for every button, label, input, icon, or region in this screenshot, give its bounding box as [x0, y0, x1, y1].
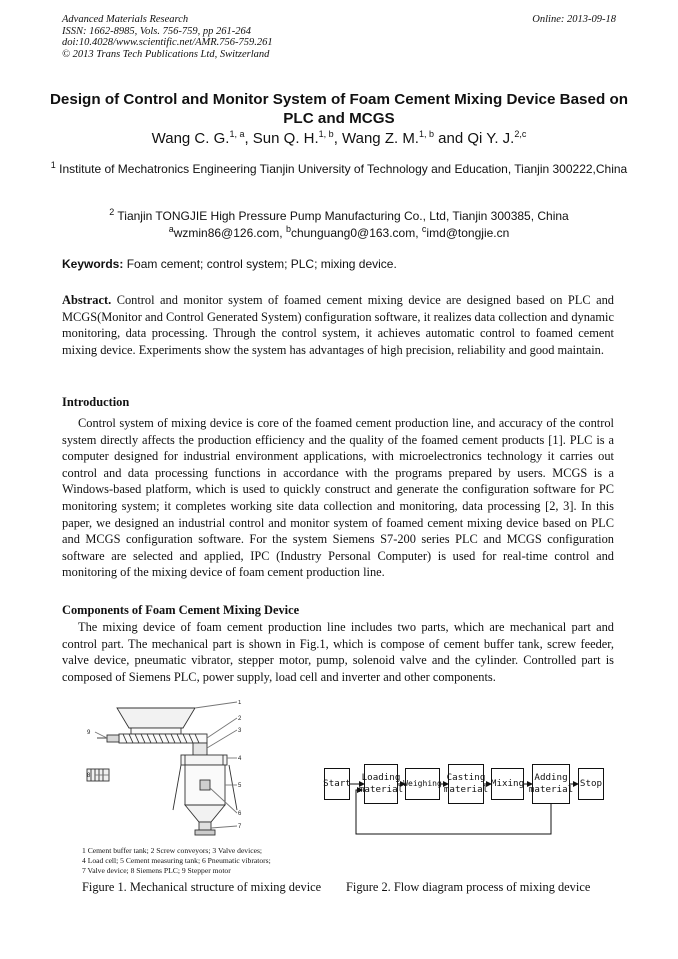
email-sup: b	[285, 224, 291, 234]
keywords	[62, 257, 397, 271]
flow-box-label-line: Adding	[534, 772, 568, 783]
author-list	[40, 129, 638, 147]
abstract	[62, 292, 614, 358]
callout-number: 5	[238, 783, 242, 789]
online-date: Online: 2013-09-18	[532, 14, 616, 25]
flow-box-loading-material	[358, 764, 404, 804]
affiliation-sup: 1	[50, 160, 56, 170]
author-name: , Wang Z. M.	[333, 130, 419, 147]
flow-box-label: Mixing	[490, 778, 525, 789]
flow-box-label-line: material	[358, 784, 404, 795]
issn-line: ISSN: 1662-8985, Vols. 756-759, pp 261-264	[62, 25, 251, 37]
author-sup: 2,c	[514, 129, 527, 139]
doi-line: doi:10.4028/www.scientific.net/AMR.756-759.261	[62, 37, 273, 48]
affiliation-1	[50, 152, 628, 182]
flow-box-label: Stop	[579, 778, 603, 789]
mechanical-structure-figure	[85, 700, 260, 842]
email-link[interactable]: chunguang0@163.com,	[290, 226, 422, 240]
flow-box-label: Start	[323, 778, 351, 789]
copyright-line: © 2013 Trans Tech Publications Ltd, Switzerland	[62, 48, 270, 60]
flow-box-label-line: Casting	[446, 772, 486, 783]
figure-2-caption: Figure 2. Flow diagram process of mixing device	[346, 880, 591, 894]
email-link[interactable]: imd@tongjie.cn	[426, 226, 510, 240]
callout-number: 8	[87, 773, 91, 779]
legend-line: 1 Cement buffer tank; 2 Screw conveyors; 3 Valve devices;	[82, 846, 263, 855]
callout-number: 6	[238, 811, 242, 817]
components-paragraph: The mixing device of foam cement production line includes two parts, which are mechanical part and control part. The mechanical part is shown in Fig.1, which is compose of cement buffer tank, screw feeder, valve device, pneumatic vibrator, stepper motor, pump, solenoid valve and the cylinder. Controlled part is composed of Siemens PLC, power supply, load cell and inverter and other components.	[62, 620, 614, 684]
callout-number: 1	[238, 700, 242, 706]
callout-number: 3	[238, 728, 242, 734]
figure-1-legend	[82, 846, 271, 876]
keywords-label: Keywords:	[62, 257, 124, 271]
introduction-paragraph: Control system of mixing device is core of the foamed cement production line, and accuracy of the control system directly affects the production efficiency and the quality of the foamed cement products [1]. PLC is a computer designed for industrial environment applications, with microelectronics technology it carries out control and data processing functions in accordance with the programs prepared by users. MCGS is a Windows-based platform, which is used to quickly construct and generate the configuration software for PC monitoring system; it completes working site data collection and monitoring, data processing [2, 3]. In this paper, we designed an industrial control and monitor system of foamed cement mixing device based on PLC and MCGS configuration software. For the system Siemens S7-200 series PLC and MCGS configuration software are selected and applied, IPC (Industry Personal Computer) is used for real-time control and monitoring of the mixing device of foam cement production line.	[62, 416, 614, 580]
journal-name: Advanced Materials Research	[62, 14, 189, 25]
callout-number: 9	[87, 730, 91, 736]
abstract-label: Abstract.	[62, 293, 112, 307]
legend-line: 4 Load cell; 5 Cement measuring tank; 6 Pneumatic vibrators;	[82, 856, 271, 865]
author-name: Wang C. G.	[151, 130, 230, 147]
flow-box-label	[444, 772, 488, 796]
callout-number: 7	[238, 824, 242, 830]
paper-title: Design of Control and Monitor System of Foam Cement Mixing Device Based on PLC and MCGS	[49, 91, 629, 127]
email-link[interactable]: wzmin86@126.com,	[173, 226, 286, 240]
email-line	[50, 219, 628, 243]
affiliation-text: Institute of Mechatronics Engineering Tianjin University of Technology and Education, Tianjin 300222,China	[59, 162, 628, 176]
email-sup: c	[421, 224, 427, 234]
flow-box-casting-material	[443, 764, 489, 804]
author-name: , Sun Q. H.	[244, 130, 319, 147]
flow-box-label-line: material	[528, 784, 574, 795]
keywords-text: Foam cement; control system; PLC; mixing device.	[123, 257, 397, 271]
flow-box-label	[359, 772, 403, 796]
section-heading-introduction: Introduction	[62, 395, 130, 409]
flow-box-start	[324, 768, 350, 800]
affiliation-sup: 2	[109, 207, 115, 217]
flow-diagram-figure	[322, 760, 606, 840]
callout-number: 4	[238, 756, 242, 762]
flow-box-adding-material	[528, 764, 574, 804]
flow-box-label-line: material	[443, 784, 489, 795]
affiliation-text: Tianjin TONGJIE High Pressure Pump Manufacturing Co., Ltd, Tianjin 300385, China	[117, 209, 569, 223]
author-sup: 1, a	[229, 129, 245, 139]
figure-1-caption: Figure 1. Mechanical structure of mixing device	[82, 880, 322, 894]
abstract-text: Control and monitor system of foamed cement mixing device are designed based on PLC and MCGS(Monitor and Control Generated System) configuration software, it realizes data collection and dynamic monitoring, data processing. Through the control system, it achieves automatic control to foamed cement mixing device. Experiments show the system has advantages of high precision, reliability and good maintain.	[62, 293, 614, 357]
flow-box-weighing	[405, 768, 440, 800]
email-sup: a	[168, 224, 174, 234]
author-sup: 1, b	[318, 129, 334, 139]
flow-box-mixing	[491, 768, 524, 800]
section-heading-components: Components of Foam Cement Mixing Device	[62, 603, 300, 617]
author-sup: 1, b	[418, 129, 434, 139]
legend-line: 7 Valve device; 8 Siemens PLC; 9 Stepper motor	[82, 866, 231, 875]
callout-number: 2	[238, 716, 242, 722]
flow-box-label-line: Loading	[361, 772, 401, 783]
flow-box-label: Weighing	[403, 779, 442, 788]
author-name: and Qi Y. J.	[434, 130, 515, 147]
flow-box-label	[529, 772, 573, 796]
running-header	[62, 14, 273, 60]
flow-box-stop	[578, 768, 604, 800]
